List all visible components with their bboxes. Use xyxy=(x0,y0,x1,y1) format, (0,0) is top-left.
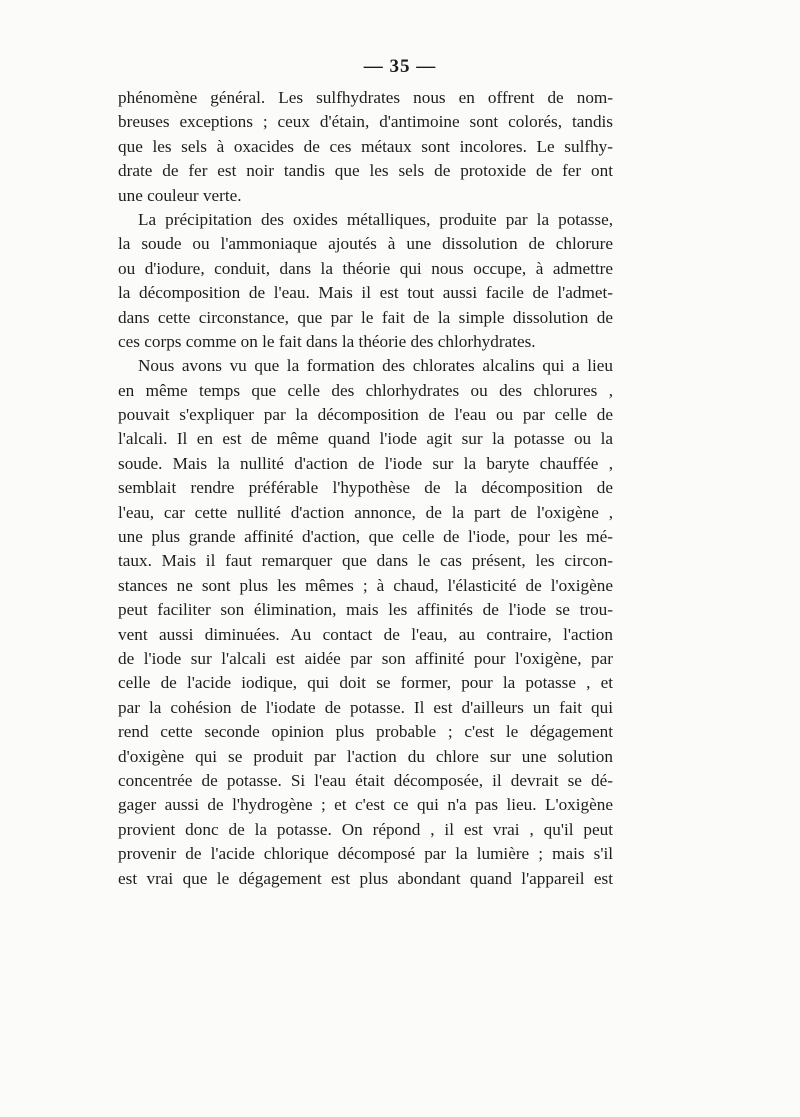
text-line: ou d'iodure, conduit, dans la théorie qui nous occupe, à admettre xyxy=(118,258,613,278)
text-line: l'eau, car cette nullité d'action annonce, de la part de l'oxigène , xyxy=(118,502,613,522)
text-line: par la cohésion de l'iodate de potasse. Il est d'ailleurs un fait qui xyxy=(118,697,613,717)
text-line: celle de l'acide iodique, qui doit se former, pour la potasse , et xyxy=(118,673,613,693)
text-line: est vrai que le dégagement est plus abondant quand l'appareil est xyxy=(118,868,613,888)
page-number: — 35 — xyxy=(363,56,437,77)
text-line: la décomposition de l'eau. Mais il est tout aussi facile de l'admet- xyxy=(118,283,613,303)
text-line: rend cette seconde opinion plus probable ; c'est le dégagement xyxy=(118,722,613,742)
paragraph-3 xyxy=(118,354,613,891)
text-line: breuses exceptions ; ceux d'étain, d'antimoine sont colorés, tandis xyxy=(118,112,613,132)
text-line: provient donc de la potasse. On répond , il est vrai , qu'il peut xyxy=(118,819,613,839)
text-line: la soude ou l'ammoniaque ajoutés à une dissolution de chlorure xyxy=(118,234,613,254)
text-line: provenir de l'acide chlorique décomposé par la lumière ; mais s'il xyxy=(118,844,613,864)
text-line: taux. Mais il faut remarquer que dans le cas présent, les circon- xyxy=(118,551,613,571)
text-line: pouvait s'expliquer par la décomposition de l'eau ou par celle de xyxy=(118,405,613,425)
text-line: concentrée de potasse. Si l'eau était décomposée, il devrait se dé- xyxy=(118,770,613,790)
text-line: Nous avons vu que la formation des chlorates alcalins qui a lieu xyxy=(138,356,613,376)
text-line: de l'iode sur l'alcali est aidée par son affinité pour l'oxigène, par xyxy=(118,648,613,668)
paragraph-1 xyxy=(118,86,613,208)
text-line: soude. Mais la nullité d'action de l'iode sur la baryte chauffée , xyxy=(118,453,613,473)
text-line: une couleur verte. xyxy=(118,185,242,205)
text-line: en même temps que celle des chlorhydrates ou des chlorures , xyxy=(118,380,613,400)
text-line: phénomène général. Les sulfhydrates nous en offrent de nom- xyxy=(118,88,613,107)
text-line: gager aussi de l'hydrogène ; et c'est ce qui n'a pas lieu. L'oxigène xyxy=(118,795,613,815)
text-line: l'alcali. Il en est de même quand l'iode agit sur la potasse ou la xyxy=(118,429,613,449)
text-line: semblait rendre préférable l'hypothèse de la décomposition de xyxy=(118,478,613,498)
text-line: dans cette circonstance, que par le fait de la simple dissolution de xyxy=(118,307,613,327)
text-line: ces corps comme on le fait dans la théorie des chlorhydrates. xyxy=(118,331,536,351)
text-line: La précipitation des oxides métalliques, produite par la potasse, xyxy=(138,209,613,229)
text-line: drate de fer est noir tandis que les sels de protoxide de fer ont xyxy=(118,161,613,181)
paragraph-2 xyxy=(118,208,613,354)
text-line: d'oxigène qui se produit par l'action du chlore sur une solution xyxy=(118,746,613,766)
text-line: peut faciliter son élimination, mais les affinités de l'iode se trou- xyxy=(118,600,613,620)
text-line: vent aussi diminuées. Au contact de l'eau, au contraire, l'action xyxy=(118,624,613,644)
body-text xyxy=(118,86,613,891)
text-line: stances ne sont plus les mêmes ; à chaud, l'élasticité de l'oxigène xyxy=(118,575,613,595)
text-line: une plus grande affinité d'action, que celle de l'iode, pour les mé- xyxy=(118,527,613,547)
text-line: que les sels à oxacides de ces métaux sont incolores. Le sulfhy- xyxy=(118,136,613,156)
